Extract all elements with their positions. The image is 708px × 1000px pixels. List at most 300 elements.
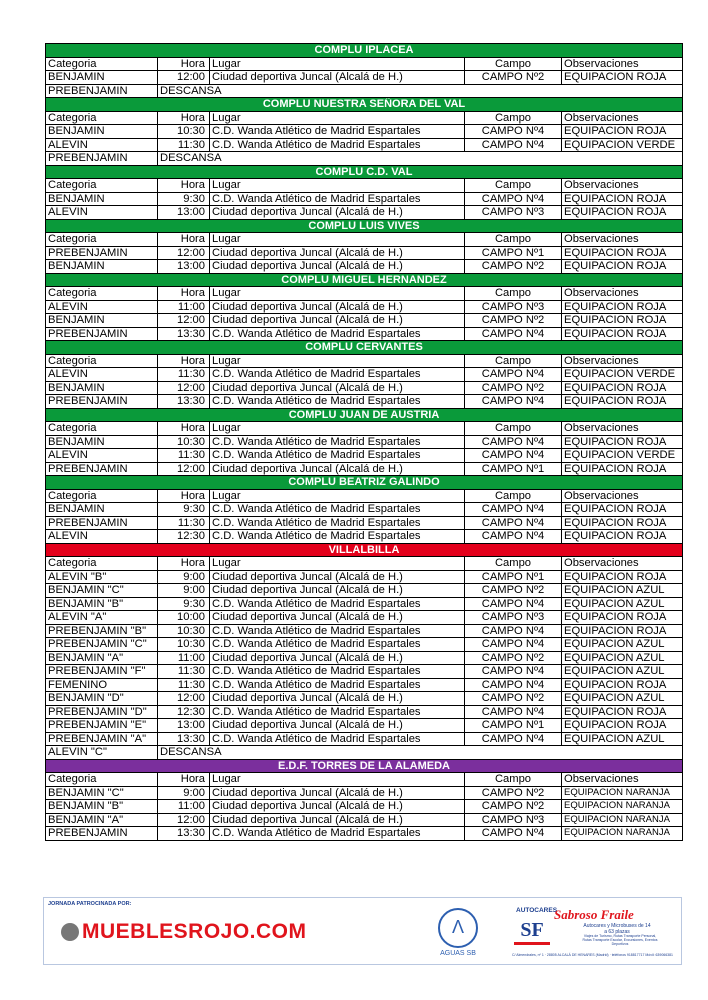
cell-categoria: PREBENJAMIN "C" bbox=[46, 638, 158, 652]
cell-categoria: PREBENJAMIN bbox=[46, 827, 158, 841]
cell-categoria: PREBENJAMIN "A" bbox=[46, 732, 158, 746]
cell-observaciones: EQUIPACION ROJA bbox=[562, 503, 683, 517]
cell-observaciones: EQUIPACION AZUL bbox=[562, 638, 683, 652]
header-observaciones: Observaciones bbox=[562, 489, 683, 503]
cell-observaciones: EQUIPACION ROJA bbox=[562, 192, 683, 206]
section-title: COMPLU BEATRIZ GALINDO bbox=[46, 476, 683, 490]
cell-hora: 11:30 bbox=[158, 678, 210, 692]
cell-categoria: PREBENJAMIN bbox=[46, 516, 158, 530]
header-campo: Campo bbox=[465, 489, 562, 503]
header-observaciones: Observaciones bbox=[562, 233, 683, 247]
cell-descansa: DESCANSA bbox=[158, 84, 683, 98]
cell-hora: 11:30 bbox=[158, 368, 210, 382]
cell-hora: 13:30 bbox=[158, 395, 210, 409]
cell-campo: CAMPO Nº4 bbox=[465, 678, 562, 692]
cell-lugar: Ciudad deportiva Juncal (Alcalá de H.) bbox=[210, 381, 465, 395]
column-header-row bbox=[46, 773, 683, 787]
cell-categoria: PREBENJAMIN "B" bbox=[46, 624, 158, 638]
header-categoria: Categoria bbox=[46, 557, 158, 571]
table-row bbox=[46, 719, 683, 733]
table-row bbox=[46, 732, 683, 746]
cell-campo: CAMPO Nº3 bbox=[465, 611, 562, 625]
cell-observaciones: EQUIPACION AZUL bbox=[562, 597, 683, 611]
cell-lugar: C.D. Wanda Atlético de Madrid Espartales bbox=[210, 827, 465, 841]
cell-lugar: Ciudad deportiva Juncal (Alcalá de H.) bbox=[210, 813, 465, 827]
section-title: VILLALBILLA bbox=[46, 543, 683, 557]
cell-categoria: ALEVIN bbox=[46, 138, 158, 152]
cell-observaciones: EQUIPACION NARANJA bbox=[562, 827, 683, 841]
cell-categoria: PREBENJAMIN bbox=[46, 246, 158, 260]
cell-lugar: C.D. Wanda Atlético de Madrid Espartales bbox=[210, 638, 465, 652]
cell-descansa: DESCANSA bbox=[158, 746, 683, 760]
cell-categoria: BENJAMIN bbox=[46, 503, 158, 517]
header-categoria: Categoria bbox=[46, 233, 158, 247]
cell-campo: CAMPO Nº2 bbox=[465, 786, 562, 800]
cell-lugar: C.D. Wanda Atlético de Madrid Espartales bbox=[210, 665, 465, 679]
cell-hora: 13:00 bbox=[158, 260, 210, 274]
table-row bbox=[46, 665, 683, 679]
table-row bbox=[46, 570, 683, 584]
cell-campo: CAMPO Nº3 bbox=[465, 206, 562, 220]
cell-hora: 12:00 bbox=[158, 314, 210, 328]
cell-lugar: Ciudad deportiva Juncal (Alcalá de H.) bbox=[210, 246, 465, 260]
column-header-row bbox=[46, 557, 683, 571]
cell-campo: CAMPO Nº4 bbox=[465, 435, 562, 449]
cell-categoria: ALEVIN bbox=[46, 368, 158, 382]
cell-lugar: C.D. Wanda Atlético de Madrid Espartales bbox=[210, 395, 465, 409]
cell-observaciones: EQUIPACION ROJA bbox=[562, 314, 683, 328]
aguas-sb-label: AGUAS SB bbox=[440, 950, 476, 957]
cell-categoria: ALEVIN bbox=[46, 530, 158, 544]
column-header-row bbox=[46, 489, 683, 503]
cell-categoria: PREBENJAMIN bbox=[46, 84, 158, 98]
cell-hora: 11:00 bbox=[158, 651, 210, 665]
sponsor-footer bbox=[43, 897, 682, 965]
cell-categoria: BENJAMIN bbox=[46, 192, 158, 206]
cell-hora: 11:30 bbox=[158, 449, 210, 463]
cell-hora: 13:30 bbox=[158, 732, 210, 746]
header-campo: Campo bbox=[465, 422, 562, 436]
cell-categoria: PREBENJAMIN bbox=[46, 152, 158, 166]
cell-hora: 11:00 bbox=[158, 300, 210, 314]
cell-observaciones: EQUIPACION AZUL bbox=[562, 692, 683, 706]
cell-lugar: C.D. Wanda Atlético de Madrid Espartales bbox=[210, 516, 465, 530]
cell-hora: 10:30 bbox=[158, 435, 210, 449]
column-header-row bbox=[46, 179, 683, 193]
header-observaciones: Observaciones bbox=[562, 287, 683, 301]
header-hora: Hora bbox=[158, 179, 210, 193]
aguas-sb-icon bbox=[438, 908, 478, 948]
header-campo: Campo bbox=[465, 57, 562, 71]
table-row bbox=[46, 368, 683, 382]
cell-hora: 9:30 bbox=[158, 503, 210, 517]
cell-categoria: BENJAMIN bbox=[46, 260, 158, 274]
section-title: COMPLU LUIS VIVES bbox=[46, 219, 683, 233]
table-row bbox=[46, 381, 683, 395]
header-lugar: Lugar bbox=[210, 354, 465, 368]
cell-campo: CAMPO Nº4 bbox=[465, 192, 562, 206]
cell-observaciones: EQUIPACION ROJA bbox=[562, 381, 683, 395]
cell-campo: CAMPO Nº4 bbox=[465, 368, 562, 382]
cell-hora: 12:30 bbox=[158, 705, 210, 719]
cell-lugar: C.D. Wanda Atlético de Madrid Espartales bbox=[210, 192, 465, 206]
header-categoria: Categoria bbox=[46, 179, 158, 193]
cell-categoria: BENJAMIN "C" bbox=[46, 584, 158, 598]
cell-categoria: BENJAMIN bbox=[46, 435, 158, 449]
section-title: COMPLU CERVANTES bbox=[46, 341, 683, 355]
cell-observaciones: EQUIPACION VERDE bbox=[562, 368, 683, 382]
table-row bbox=[46, 786, 683, 800]
header-categoria: Categoria bbox=[46, 773, 158, 787]
sabroso-fraile-address: C/ Almendrales, nº 1 · 28805 ALCALÁ DE HENARES (Madrid) · teléfonos 918817717 Móvil: 639066381 bbox=[512, 953, 674, 957]
cell-lugar: Ciudad deportiva Juncal (Alcalá de H.) bbox=[210, 800, 465, 814]
section-title-row bbox=[46, 408, 683, 422]
cell-lugar: Ciudad deportiva Juncal (Alcalá de H.) bbox=[210, 314, 465, 328]
table-row bbox=[46, 138, 683, 152]
cell-observaciones: EQUIPACION ROJA bbox=[562, 246, 683, 260]
table-row bbox=[46, 813, 683, 827]
cell-categoria: PREBENJAMIN "E" bbox=[46, 719, 158, 733]
cell-categoria: BENJAMIN "C" bbox=[46, 786, 158, 800]
column-header-row bbox=[46, 287, 683, 301]
aguas-sb-logo bbox=[430, 908, 486, 957]
sf-logo-icon: SF bbox=[514, 918, 550, 945]
cell-observaciones: EQUIPACION ROJA bbox=[562, 206, 683, 220]
sponsor-label: JORNADA PATROCINADA POR: bbox=[48, 901, 132, 907]
header-categoria: Categoria bbox=[46, 287, 158, 301]
cell-campo: CAMPO Nº3 bbox=[465, 300, 562, 314]
cell-hora: 9:00 bbox=[158, 786, 210, 800]
cell-campo: CAMPO Nº4 bbox=[465, 624, 562, 638]
table-row bbox=[46, 516, 683, 530]
cell-categoria: BENJAMIN bbox=[46, 314, 158, 328]
header-lugar: Lugar bbox=[210, 233, 465, 247]
section-title: E.D.F. TORRES DE LA ALAMEDA bbox=[46, 759, 683, 773]
cell-hora: 10:30 bbox=[158, 125, 210, 139]
cell-lugar: Ciudad deportiva Juncal (Alcalá de H.) bbox=[210, 570, 465, 584]
cell-lugar: C.D. Wanda Atlético de Madrid Espartales bbox=[210, 125, 465, 139]
cell-campo: CAMPO Nº1 bbox=[465, 462, 562, 476]
muebles-rojo-icon bbox=[61, 923, 79, 941]
cell-categoria: BENJAMIN "A" bbox=[46, 813, 158, 827]
table-row bbox=[46, 435, 683, 449]
cell-campo: CAMPO Nº4 bbox=[465, 597, 562, 611]
cell-campo: CAMPO Nº2 bbox=[465, 651, 562, 665]
cell-observaciones: EQUIPACION ROJA bbox=[562, 300, 683, 314]
cell-hora: 10:30 bbox=[158, 638, 210, 652]
cell-lugar: C.D. Wanda Atlético de Madrid Espartales bbox=[210, 449, 465, 463]
cell-lugar: C.D. Wanda Atlético de Madrid Espartales bbox=[210, 530, 465, 544]
header-campo: Campo bbox=[465, 233, 562, 247]
sabroso-fraile-services: Viajes de Turismo, Rutas Transporte Personal, Rutas Transporte Escolar, Excursiones, Eventos Deportivos bbox=[582, 934, 658, 946]
table-row bbox=[46, 71, 683, 85]
table-row bbox=[46, 678, 683, 692]
cell-lugar: C.D. Wanda Atlético de Madrid Espartales bbox=[210, 435, 465, 449]
cell-hora: 12:00 bbox=[158, 462, 210, 476]
header-lugar: Lugar bbox=[210, 179, 465, 193]
section-title: COMPLU JUAN DE AUSTRIA bbox=[46, 408, 683, 422]
cell-hora: 12:00 bbox=[158, 813, 210, 827]
cell-descansa: DESCANSA bbox=[158, 152, 683, 166]
cell-campo: CAMPO Nº4 bbox=[465, 732, 562, 746]
section-title-row bbox=[46, 165, 683, 179]
section-title-row bbox=[46, 543, 683, 557]
cell-campo: CAMPO Nº3 bbox=[465, 813, 562, 827]
table-row bbox=[46, 84, 683, 98]
cell-campo: CAMPO Nº4 bbox=[465, 638, 562, 652]
table-row bbox=[46, 800, 683, 814]
column-header-row bbox=[46, 233, 683, 247]
cell-lugar: C.D. Wanda Atlético de Madrid Espartales bbox=[210, 138, 465, 152]
cell-hora: 10:00 bbox=[158, 611, 210, 625]
table-row bbox=[46, 746, 683, 760]
section-title-row bbox=[46, 341, 683, 355]
header-observaciones: Observaciones bbox=[562, 773, 683, 787]
header-campo: Campo bbox=[465, 111, 562, 125]
header-categoria: Categoria bbox=[46, 57, 158, 71]
header-campo: Campo bbox=[465, 557, 562, 571]
sabroso-fraile-subtitle: Autocares y Microbuses de 14 a 63 plazas bbox=[583, 923, 651, 935]
header-lugar: Lugar bbox=[210, 57, 465, 71]
cell-categoria: ALEVIN "C" bbox=[46, 746, 158, 760]
schedule-table-container bbox=[45, 43, 682, 841]
cell-lugar: C.D. Wanda Atlético de Madrid Espartales bbox=[210, 705, 465, 719]
cell-hora: 13:00 bbox=[158, 719, 210, 733]
cell-observaciones: EQUIPACION NARANJA bbox=[562, 813, 683, 827]
cell-campo: CAMPO Nº4 bbox=[465, 449, 562, 463]
schedule-table bbox=[45, 43, 683, 841]
cell-observaciones: EQUIPACION ROJA bbox=[562, 624, 683, 638]
cell-observaciones: EQUIPACION AZUL bbox=[562, 651, 683, 665]
table-row bbox=[46, 827, 683, 841]
cell-observaciones: EQUIPACION ROJA bbox=[562, 260, 683, 274]
cell-categoria: ALEVIN bbox=[46, 300, 158, 314]
cell-lugar: C.D. Wanda Atlético de Madrid Espartales bbox=[210, 327, 465, 341]
cell-hora: 12:30 bbox=[158, 530, 210, 544]
cell-categoria: PREBENJAMIN bbox=[46, 395, 158, 409]
cell-observaciones: EQUIPACION ROJA bbox=[562, 71, 683, 85]
header-hora: Hora bbox=[158, 489, 210, 503]
section-title-row bbox=[46, 44, 683, 58]
cell-categoria: BENJAMIN "D" bbox=[46, 692, 158, 706]
header-observaciones: Observaciones bbox=[562, 179, 683, 193]
header-hora: Hora bbox=[158, 422, 210, 436]
cell-categoria: BENJAMIN bbox=[46, 125, 158, 139]
cell-observaciones: EQUIPACION ROJA bbox=[562, 705, 683, 719]
cell-observaciones: EQUIPACION ROJA bbox=[562, 462, 683, 476]
header-hora: Hora bbox=[158, 233, 210, 247]
header-hora: Hora bbox=[158, 773, 210, 787]
cell-lugar: C.D. Wanda Atlético de Madrid Espartales bbox=[210, 624, 465, 638]
table-row bbox=[46, 449, 683, 463]
cell-lugar: C.D. Wanda Atlético de Madrid Espartales bbox=[210, 597, 465, 611]
header-hora: Hora bbox=[158, 111, 210, 125]
cell-hora: 9:30 bbox=[158, 597, 210, 611]
header-observaciones: Observaciones bbox=[562, 422, 683, 436]
header-categoria: Categoria bbox=[46, 489, 158, 503]
cell-lugar: Ciudad deportiva Juncal (Alcalá de H.) bbox=[210, 206, 465, 220]
header-hora: Hora bbox=[158, 57, 210, 71]
cell-lugar: Ciudad deportiva Juncal (Alcalá de H.) bbox=[210, 300, 465, 314]
column-header-row bbox=[46, 354, 683, 368]
cell-observaciones: EQUIPACION ROJA bbox=[562, 125, 683, 139]
column-header-row bbox=[46, 422, 683, 436]
cell-observaciones: EQUIPACION ROJA bbox=[562, 678, 683, 692]
cell-hora: 13:30 bbox=[158, 327, 210, 341]
cell-observaciones: EQUIPACION VERDE bbox=[562, 449, 683, 463]
table-row bbox=[46, 125, 683, 139]
header-lugar: Lugar bbox=[210, 422, 465, 436]
header-campo: Campo bbox=[465, 354, 562, 368]
cell-observaciones: EQUIPACION ROJA bbox=[562, 719, 683, 733]
table-row bbox=[46, 192, 683, 206]
cell-lugar: Ciudad deportiva Juncal (Alcalá de H.) bbox=[210, 692, 465, 706]
cell-categoria: ALEVIN bbox=[46, 449, 158, 463]
header-hora: Hora bbox=[158, 557, 210, 571]
cell-lugar: C.D. Wanda Atlético de Madrid Espartales bbox=[210, 503, 465, 517]
cell-observaciones: EQUIPACION ROJA bbox=[562, 435, 683, 449]
cell-observaciones: EQUIPACION ROJA bbox=[562, 611, 683, 625]
cell-observaciones: EQUIPACION ROJA bbox=[562, 530, 683, 544]
sabroso-fraile-ad bbox=[510, 906, 680, 961]
header-campo: Campo bbox=[465, 287, 562, 301]
cell-hora: 10:30 bbox=[158, 624, 210, 638]
cell-campo: CAMPO Nº4 bbox=[465, 125, 562, 139]
cell-campo: CAMPO Nº4 bbox=[465, 138, 562, 152]
cell-campo: CAMPO Nº4 bbox=[465, 705, 562, 719]
cell-categoria: BENJAMIN "B" bbox=[46, 800, 158, 814]
cell-categoria: PREBENJAMIN bbox=[46, 462, 158, 476]
header-observaciones: Observaciones bbox=[562, 557, 683, 571]
cell-hora: 11:30 bbox=[158, 516, 210, 530]
cell-categoria: BENJAMIN "B" bbox=[46, 597, 158, 611]
table-row bbox=[46, 530, 683, 544]
cell-categoria: ALEVIN bbox=[46, 206, 158, 220]
header-hora: Hora bbox=[158, 354, 210, 368]
column-header-row bbox=[46, 111, 683, 125]
cell-lugar: Ciudad deportiva Juncal (Alcalá de H.) bbox=[210, 260, 465, 274]
cell-hora: 11:30 bbox=[158, 665, 210, 679]
header-categoria: Categoria bbox=[46, 111, 158, 125]
cell-lugar: Ciudad deportiva Juncal (Alcalá de H.) bbox=[210, 71, 465, 85]
table-row bbox=[46, 638, 683, 652]
cell-campo: CAMPO Nº2 bbox=[465, 800, 562, 814]
cell-observaciones: EQUIPACION NARANJA bbox=[562, 800, 683, 814]
autocares-label: AUTOCARES bbox=[516, 907, 558, 914]
table-row bbox=[46, 246, 683, 260]
table-row bbox=[46, 705, 683, 719]
cell-hora: 12:00 bbox=[158, 71, 210, 85]
cell-observaciones: EQUIPACION AZUL bbox=[562, 665, 683, 679]
cell-lugar: Ciudad deportiva Juncal (Alcalá de H.) bbox=[210, 651, 465, 665]
sabroso-fraile-name: Sabroso Fraile bbox=[554, 907, 634, 922]
header-lugar: Lugar bbox=[210, 773, 465, 787]
table-row bbox=[46, 651, 683, 665]
cell-lugar: Ciudad deportiva Juncal (Alcalá de H.) bbox=[210, 719, 465, 733]
cell-lugar: C.D. Wanda Atlético de Madrid Espartales bbox=[210, 732, 465, 746]
table-row bbox=[46, 624, 683, 638]
cell-hora: 12:00 bbox=[158, 246, 210, 260]
cell-campo: CAMPO Nº1 bbox=[465, 246, 562, 260]
cell-observaciones: EQUIPACION NARANJA bbox=[562, 786, 683, 800]
cell-categoria: FEMENINO bbox=[46, 678, 158, 692]
cell-observaciones: EQUIPACION ROJA bbox=[562, 327, 683, 341]
header-hora: Hora bbox=[158, 287, 210, 301]
header-lugar: Lugar bbox=[210, 111, 465, 125]
cell-campo: CAMPO Nº4 bbox=[465, 503, 562, 517]
cell-lugar: Ciudad deportiva Juncal (Alcalá de H.) bbox=[210, 611, 465, 625]
cell-campo: CAMPO Nº1 bbox=[465, 719, 562, 733]
cell-categoria: BENJAMIN "A" bbox=[46, 651, 158, 665]
cell-campo: CAMPO Nº2 bbox=[465, 71, 562, 85]
cell-categoria: PREBENJAMIN "D" bbox=[46, 705, 158, 719]
cell-hora: 9:00 bbox=[158, 584, 210, 598]
table-row bbox=[46, 462, 683, 476]
cell-campo: CAMPO Nº4 bbox=[465, 665, 562, 679]
cell-hora: 9:30 bbox=[158, 192, 210, 206]
cell-hora: 12:00 bbox=[158, 381, 210, 395]
cell-campo: CAMPO Nº2 bbox=[465, 692, 562, 706]
header-campo: Campo bbox=[465, 773, 562, 787]
muebles-rojo-text: MUEBLESROJO.COM bbox=[82, 920, 307, 943]
section-title: COMPLU MIGUEL HERNANDEZ bbox=[46, 273, 683, 287]
section-title-row bbox=[46, 98, 683, 112]
cell-campo: CAMPO Nº2 bbox=[465, 260, 562, 274]
cell-observaciones: EQUIPACION ROJA bbox=[562, 516, 683, 530]
cell-categoria: ALEVIN "A" bbox=[46, 611, 158, 625]
header-observaciones: Observaciones bbox=[562, 57, 683, 71]
section-title: COMPLU IPLACEA bbox=[46, 44, 683, 58]
table-row bbox=[46, 300, 683, 314]
cell-observaciones: EQUIPACION ROJA bbox=[562, 395, 683, 409]
table-row bbox=[46, 584, 683, 598]
column-header-row bbox=[46, 57, 683, 71]
section-title-row bbox=[46, 273, 683, 287]
header-campo: Campo bbox=[465, 179, 562, 193]
cell-categoria: PREBENJAMIN "F" bbox=[46, 665, 158, 679]
table-row bbox=[46, 503, 683, 517]
header-lugar: Lugar bbox=[210, 287, 465, 301]
header-observaciones: Observaciones bbox=[562, 111, 683, 125]
cell-categoria: ALEVIN "B" bbox=[46, 570, 158, 584]
cell-observaciones: EQUIPACION AZUL bbox=[562, 732, 683, 746]
cell-campo: CAMPO Nº2 bbox=[465, 314, 562, 328]
header-observaciones: Observaciones bbox=[562, 354, 683, 368]
cell-campo: CAMPO Nº2 bbox=[465, 584, 562, 598]
cell-campo: CAMPO Nº4 bbox=[465, 827, 562, 841]
cell-hora: 9:00 bbox=[158, 570, 210, 584]
table-row bbox=[46, 692, 683, 706]
cell-observaciones: EQUIPACION VERDE bbox=[562, 138, 683, 152]
section-title-row bbox=[46, 759, 683, 773]
cell-lugar: Ciudad deportiva Juncal (Alcalá de H.) bbox=[210, 462, 465, 476]
header-lugar: Lugar bbox=[210, 489, 465, 503]
muebles-rojo-logo bbox=[61, 920, 307, 944]
cell-observaciones: EQUIPACION AZUL bbox=[562, 584, 683, 598]
table-row bbox=[46, 314, 683, 328]
table-row bbox=[46, 597, 683, 611]
cell-campo: CAMPO Nº4 bbox=[465, 395, 562, 409]
cell-lugar: Ciudad deportiva Juncal (Alcalá de H.) bbox=[210, 786, 465, 800]
cell-hora: 12:00 bbox=[158, 692, 210, 706]
table-row bbox=[46, 611, 683, 625]
cell-hora: 11:30 bbox=[158, 138, 210, 152]
header-categoria: Categoria bbox=[46, 422, 158, 436]
cell-categoria: BENJAMIN bbox=[46, 381, 158, 395]
section-title: COMPLU C.D. VAL bbox=[46, 165, 683, 179]
cell-campo: CAMPO Nº1 bbox=[465, 570, 562, 584]
table-row bbox=[46, 327, 683, 341]
